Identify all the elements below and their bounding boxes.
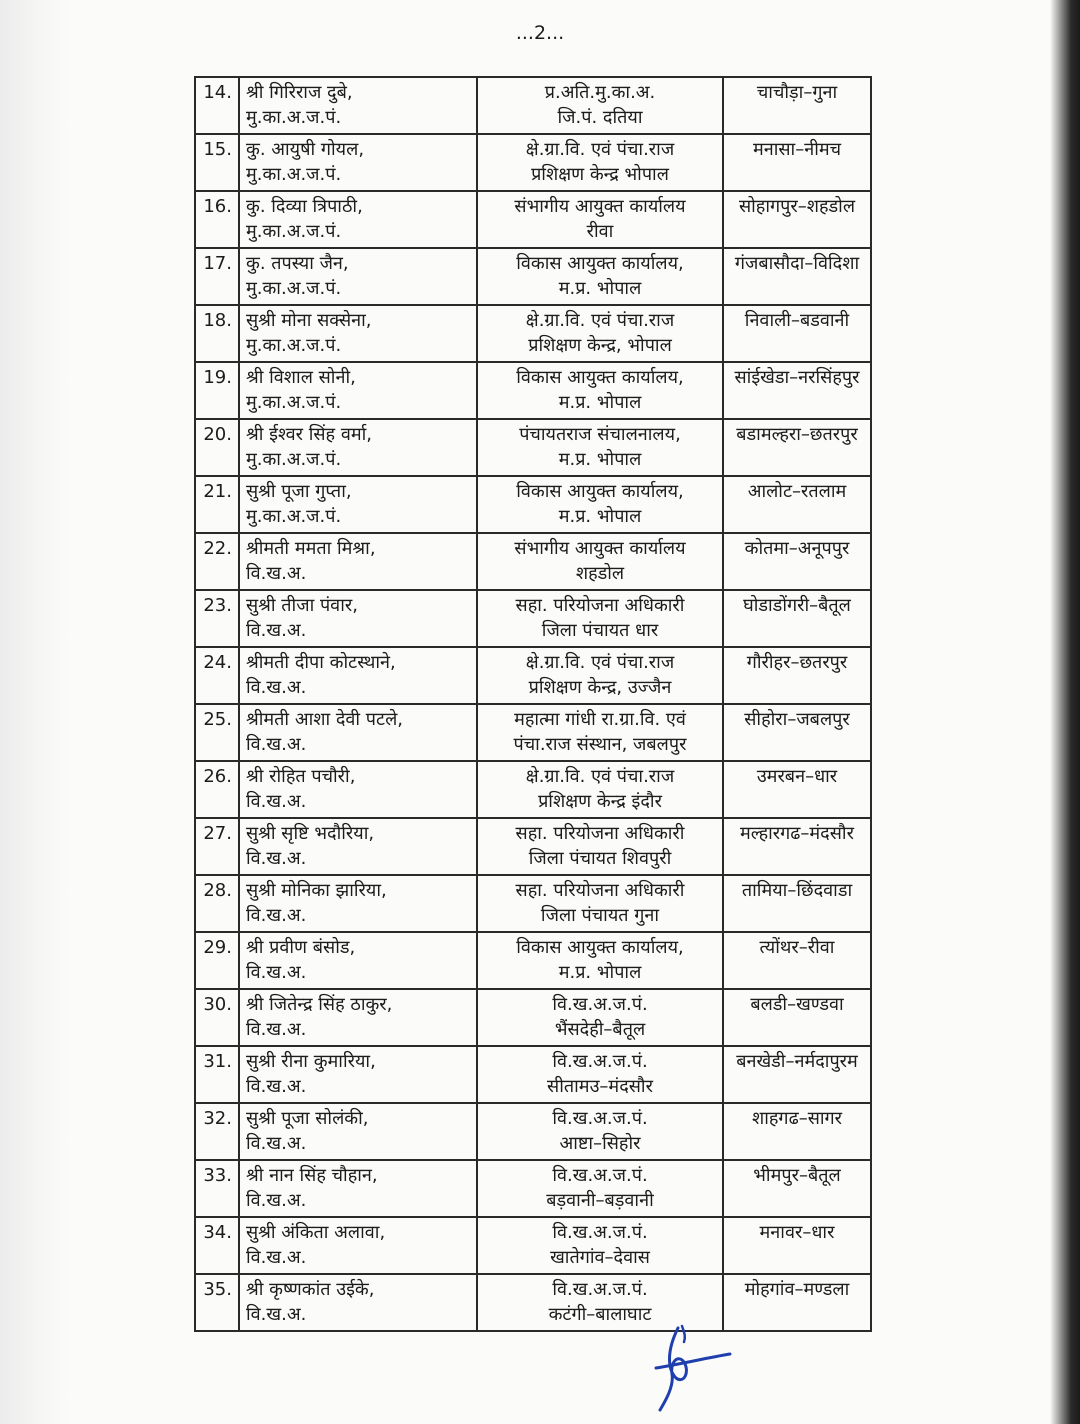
- table-row: [195, 1160, 871, 1217]
- current-posting-cell: [477, 533, 723, 590]
- officer-cell: [239, 761, 477, 818]
- current-posting-line1: क्षे.ग्रा.वि. एवं पंचा.राज: [525, 310, 675, 331]
- officer-name: सुश्री सृष्टि भदौरिया,: [246, 823, 375, 844]
- current-posting-line2: म.प्र. भोपाल: [558, 506, 642, 527]
- officer-name: सुश्री मोना सक्सेना,: [246, 310, 372, 331]
- current-posting-line1: विकास आयुक्त कार्यालय,: [516, 937, 684, 958]
- new-posting: निवाली–बडवानी: [723, 305, 871, 362]
- new-posting: गंजबासौदा–विदिशा: [723, 248, 871, 305]
- current-posting-line2: म.प्र. भोपाल: [558, 962, 642, 983]
- new-posting: मनावर–धार: [723, 1217, 871, 1274]
- officer-designation: वि.ख.अ.: [246, 1247, 307, 1268]
- current-posting-cell: [477, 704, 723, 761]
- table-row: [195, 533, 871, 590]
- current-posting-cell: [477, 647, 723, 704]
- officer-cell: [239, 533, 477, 590]
- table-row: [195, 704, 871, 761]
- current-posting-cell: [477, 875, 723, 932]
- current-posting-cell: [477, 476, 723, 533]
- new-posting: सांईखेडा–नरसिंहपुर: [723, 362, 871, 419]
- current-posting-line1: वि.ख.अ.ज.पं.: [552, 1165, 648, 1186]
- new-posting: मल्हारगढ–मंदसौर: [723, 818, 871, 875]
- current-posting-cell: [477, 1046, 723, 1103]
- current-posting-line2: प्रशिक्षण केन्द्र, भोपाल: [528, 335, 672, 356]
- new-posting: घोडाडोंगरी–बैतूल: [723, 590, 871, 647]
- signature: [626, 1322, 736, 1412]
- officer-designation: वि.ख.अ.: [246, 905, 307, 926]
- table-row: [195, 77, 871, 134]
- table-row: [195, 476, 871, 533]
- table-row: [195, 761, 871, 818]
- current-posting-line1: संभागीय आयुक्त कार्यालय: [514, 196, 686, 217]
- new-posting: गौरीहर–छतरपुर: [723, 647, 871, 704]
- table-row: [195, 1103, 871, 1160]
- officer-name: सुश्री पूजा सोलंकी,: [246, 1108, 369, 1129]
- officer-designation: वि.ख.अ.: [246, 848, 307, 869]
- table-row: [195, 1274, 871, 1331]
- officer-designation: वि.ख.अ.: [246, 563, 307, 584]
- table-row: [195, 818, 871, 875]
- current-posting-line2: पंचा.राज संस्थान, जबलपुर: [513, 734, 687, 755]
- current-posting-line2: सीतामउ–मंदसौर: [547, 1076, 653, 1097]
- current-posting-cell: [477, 248, 723, 305]
- officer-name: सुश्री अंकिता अलावा,: [246, 1222, 386, 1243]
- officer-cell: [239, 77, 477, 134]
- new-posting: आलोट–रतलाम: [723, 476, 871, 533]
- officer-name: सुश्री मोनिका झारिया,: [246, 880, 387, 901]
- current-posting-line2: जिला पंचायत गुना: [540, 905, 660, 926]
- current-posting-line2: म.प्र. भोपाल: [558, 278, 642, 299]
- officer-designation: मु.का.अ.ज.पं.: [246, 164, 342, 185]
- page-edge-dark: [1050, 0, 1080, 1424]
- officer-cell: [239, 1274, 477, 1331]
- new-posting: बलडी–खण्डवा: [723, 989, 871, 1046]
- current-posting-line2: प्रशिक्षण केन्द्र भोपाल: [531, 164, 669, 185]
- officer-designation: वि.ख.अ.: [246, 1133, 307, 1154]
- serial-number: 27.: [195, 818, 239, 875]
- serial-number: 25.: [195, 704, 239, 761]
- table-row: [195, 590, 871, 647]
- officer-name: श्रीमती ममता मिश्रा,: [246, 538, 376, 559]
- new-posting: शाहगढ–सागर: [723, 1103, 871, 1160]
- officer-cell: [239, 704, 477, 761]
- officer-designation: मु.का.अ.ज.पं.: [246, 449, 342, 470]
- current-posting-line1: सहा. परियोजना अधिकारी: [515, 880, 685, 901]
- current-posting-cell: [477, 77, 723, 134]
- serial-number: 22.: [195, 533, 239, 590]
- officer-cell: [239, 647, 477, 704]
- serial-number: 30.: [195, 989, 239, 1046]
- new-posting: सीहोरा–जबलपुर: [723, 704, 871, 761]
- officer-cell: [239, 134, 477, 191]
- serial-number: 32.: [195, 1103, 239, 1160]
- page-number: ...2...: [515, 22, 565, 44]
- officer-name: श्री कृष्णकांत उईके,: [246, 1279, 375, 1300]
- serial-number: 34.: [195, 1217, 239, 1274]
- new-posting: कोतमा–अनूपपुर: [723, 533, 871, 590]
- serial-number: 17.: [195, 248, 239, 305]
- officer-cell: [239, 875, 477, 932]
- serial-number: 33.: [195, 1160, 239, 1217]
- officer-cell: [239, 191, 477, 248]
- serial-number: 29.: [195, 932, 239, 989]
- current-posting-line1: क्षे.ग्रा.वि. एवं पंचा.राज: [525, 766, 675, 787]
- current-posting-line2: खातेगांव–देवास: [550, 1247, 650, 1268]
- current-posting-cell: [477, 590, 723, 647]
- current-posting-line2: प्रशिक्षण केन्द्र, उज्जैन: [528, 677, 672, 698]
- current-posting-cell: [477, 134, 723, 191]
- officer-cell: [239, 1217, 477, 1274]
- current-posting-line2: जिला पंचायत धार: [541, 620, 659, 641]
- current-posting-line1: विकास आयुक्त कार्यालय,: [516, 367, 684, 388]
- current-posting-cell: [477, 1217, 723, 1274]
- current-posting-cell: [477, 1160, 723, 1217]
- new-posting: चाचौड़ा–गुना: [723, 77, 871, 134]
- table-row: [195, 305, 871, 362]
- officer-designation: वि.ख.अ.: [246, 962, 307, 983]
- officer-name: कु. तपस्या जैन,: [246, 253, 349, 274]
- current-posting-cell: [477, 989, 723, 1046]
- current-posting-line1: महात्मा गांधी रा.ग्रा.वि. एवं: [514, 709, 686, 730]
- officer-name: श्री प्रवीण बंसोड,: [246, 937, 356, 958]
- current-posting-line1: विकास आयुक्त कार्यालय,: [516, 253, 684, 274]
- serial-number: 24.: [195, 647, 239, 704]
- current-posting-line2: म.प्र. भोपाल: [558, 392, 642, 413]
- officer-name: सुश्री पूजा गुप्ता,: [246, 481, 352, 502]
- current-posting-line1: सहा. परियोजना अधिकारी: [515, 823, 685, 844]
- current-posting-line1: वि.ख.अ.ज.पं.: [552, 994, 648, 1015]
- officer-name: श्री नान सिंह चौहान,: [246, 1165, 378, 1186]
- officer-name: सुश्री तीजा पंवार,: [246, 595, 358, 616]
- serial-number: 18.: [195, 305, 239, 362]
- current-posting-line1: वि.ख.अ.ज.पं.: [552, 1108, 648, 1129]
- current-posting-line2: जिला पंचायत शिवपुरी: [528, 848, 672, 869]
- serial-number: 14.: [195, 77, 239, 134]
- officer-name: कु. दिव्या त्रिपाठी,: [246, 196, 363, 217]
- current-posting-cell: [477, 191, 723, 248]
- table-row: [195, 875, 871, 932]
- officer-cell: [239, 1160, 477, 1217]
- officer-designation: वि.ख.अ.: [246, 620, 307, 641]
- officer-cell: [239, 305, 477, 362]
- current-posting-cell: [477, 362, 723, 419]
- officer-name: श्री ईश्वर सिंह वर्मा,: [246, 424, 372, 445]
- officer-designation: वि.ख.अ.: [246, 791, 307, 812]
- serial-number: 16.: [195, 191, 239, 248]
- table-row: [195, 419, 871, 476]
- officer-designation: वि.ख.अ.: [246, 1076, 307, 1097]
- officer-designation: मु.का.अ.ज.पं.: [246, 506, 342, 527]
- officer-designation: वि.ख.अ.: [246, 734, 307, 755]
- current-posting-cell: [477, 305, 723, 362]
- current-posting-line1: विकास आयुक्त कार्यालय,: [516, 481, 684, 502]
- serial-number: 31.: [195, 1046, 239, 1103]
- current-posting-line1: संभागीय आयुक्त कार्यालय: [514, 538, 686, 559]
- current-posting-line2: प्रशिक्षण केन्द्र इंदौर: [538, 791, 662, 812]
- serial-number: 21.: [195, 476, 239, 533]
- current-posting-line1: सहा. परियोजना अधिकारी: [515, 595, 685, 616]
- current-posting-line2: शहडोल: [575, 563, 625, 584]
- table-row: [195, 647, 871, 704]
- table-row: [195, 1217, 871, 1274]
- current-posting-line2: कटंगी–बालाघाट: [548, 1304, 652, 1325]
- current-posting-cell: [477, 932, 723, 989]
- officer-designation: मु.का.अ.ज.पं.: [246, 392, 342, 413]
- officer-designation: वि.ख.अ.: [246, 677, 307, 698]
- current-posting-line2: आष्टा–सिहोर: [559, 1133, 641, 1154]
- new-posting: भीमपुर–बैतूल: [723, 1160, 871, 1217]
- officer-name: श्री विशाल सोनी,: [246, 367, 356, 388]
- new-posting: मोहगांव–मण्डला: [723, 1274, 871, 1331]
- officer-designation: मु.का.अ.ज.पं.: [246, 335, 342, 356]
- officer-cell: [239, 419, 477, 476]
- table-row: [195, 248, 871, 305]
- new-posting: बनखेडी–नर्मदापुरम: [723, 1046, 871, 1103]
- current-posting-line1: वि.ख.अ.ज.पं.: [552, 1279, 648, 1300]
- officer-cell: [239, 476, 477, 533]
- officer-designation: वि.ख.अ.: [246, 1019, 307, 1040]
- officer-name: सुश्री रीना कुमारिया,: [246, 1051, 376, 1072]
- new-posting: बडामल्हरा–छतरपुर: [723, 419, 871, 476]
- officer-designation: वि.ख.अ.: [246, 1304, 307, 1325]
- table-row: [195, 932, 871, 989]
- new-posting: सोहागपुर–शहडोल: [723, 191, 871, 248]
- officer-cell: [239, 989, 477, 1046]
- table-row: [195, 989, 871, 1046]
- new-posting: मनासा–नीमच: [723, 134, 871, 191]
- table-row: [195, 1046, 871, 1103]
- current-posting-line1: प्र.अति.मु.का.अ.: [544, 82, 656, 103]
- table-row: [195, 362, 871, 419]
- officer-cell: [239, 590, 477, 647]
- officer-cell: [239, 818, 477, 875]
- officer-designation: मु.का.अ.ज.पं.: [246, 107, 342, 128]
- current-posting-line1: क्षे.ग्रा.वि. एवं पंचा.राज: [525, 652, 675, 673]
- officer-cell: [239, 932, 477, 989]
- posting-table-body: [195, 77, 871, 1331]
- current-posting-line1: वि.ख.अ.ज.पं.: [552, 1051, 648, 1072]
- current-posting-line1: क्षे.ग्रा.वि. एवं पंचा.राज: [525, 139, 675, 160]
- officer-name: श्रीमती दीपा कोटस्थाने,: [246, 652, 396, 673]
- page-edge-shadow: [0, 0, 70, 1424]
- officer-name: श्री जितेन्द्र सिंह ठाकुर,: [246, 994, 393, 1015]
- officer-cell: [239, 1103, 477, 1160]
- current-posting-cell: [477, 761, 723, 818]
- officer-designation: वि.ख.अ.: [246, 1190, 307, 1211]
- serial-number: 15.: [195, 134, 239, 191]
- officer-name: श्री रोहित पचौरी,: [246, 766, 356, 787]
- serial-number: 23.: [195, 590, 239, 647]
- new-posting: तामिया–छिंदवाडा: [723, 875, 871, 932]
- serial-number: 26.: [195, 761, 239, 818]
- table-row: [195, 191, 871, 248]
- serial-number: 20.: [195, 419, 239, 476]
- posting-table: [194, 76, 872, 1332]
- officer-cell: [239, 248, 477, 305]
- officer-name: श्रीमती आशा देवी पटले,: [246, 709, 404, 730]
- serial-number: 35.: [195, 1274, 239, 1331]
- current-posting-cell: [477, 818, 723, 875]
- current-posting-line1: पंचायतराज संचालनालय,: [519, 424, 681, 445]
- current-posting-line2: रीवा: [586, 221, 614, 242]
- current-posting-line2: जि.पं. दतिया: [557, 107, 643, 128]
- serial-number: 28.: [195, 875, 239, 932]
- serial-number: 19.: [195, 362, 239, 419]
- officer-cell: [239, 362, 477, 419]
- new-posting: उमरबन–धार: [723, 761, 871, 818]
- officer-name: कु. आयुषी गोयल,: [246, 139, 365, 160]
- current-posting-cell: [477, 1103, 723, 1160]
- current-posting-line2: भैंसदेही–बैतूल: [554, 1019, 646, 1040]
- officer-designation: मु.का.अ.ज.पं.: [246, 278, 342, 299]
- table-row: [195, 134, 871, 191]
- officer-designation: मु.का.अ.ज.पं.: [246, 221, 342, 242]
- current-posting-line1: वि.ख.अ.ज.पं.: [552, 1222, 648, 1243]
- officer-cell: [239, 1046, 477, 1103]
- current-posting-line2: बड़वानी–बड़वानी: [546, 1190, 654, 1211]
- current-posting-cell: [477, 419, 723, 476]
- officer-name: श्री गिरिराज दुबे,: [246, 82, 353, 103]
- current-posting-line2: म.प्र. भोपाल: [558, 449, 642, 470]
- new-posting: त्योंथर–रीवा: [723, 932, 871, 989]
